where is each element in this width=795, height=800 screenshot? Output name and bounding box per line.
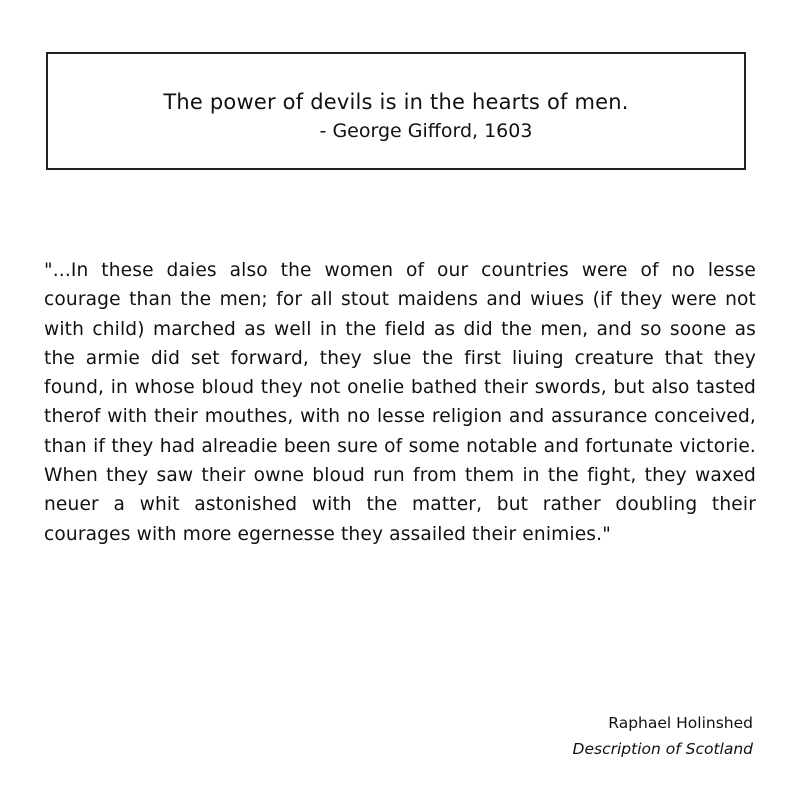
source-author: Raphael Holinshed bbox=[608, 714, 753, 732]
source-citation bbox=[573, 710, 753, 762]
epigraph-attribution: - George Gifford, 1603 bbox=[319, 120, 533, 142]
passage-text: "...In these daies also the women of our countries were of no lesse courage than the men; for all stout maidens and wiues (if they were not with child) marched as well in the field as did the men, and so soone as the armie did set forward, they slue the first liuing creature that they found, in whose bloud they not onelie bathed their swords, but also tasted therof with their mouthes, with no lesse religion and assurance conceived, than if they had alreadie been sure of some notable and fortunate victorie. When they saw their owne bloud run from them in the fight, they waxed neuer a whit astonished with the matter, but rather doubling their courages with more egernesse they assailed their enimies." bbox=[44, 260, 756, 545]
source-work: Description of Scotland bbox=[572, 740, 753, 758]
epigraph-quote: The power of devils is in the hearts of men. bbox=[163, 90, 629, 114]
epigraph-box bbox=[46, 52, 746, 170]
